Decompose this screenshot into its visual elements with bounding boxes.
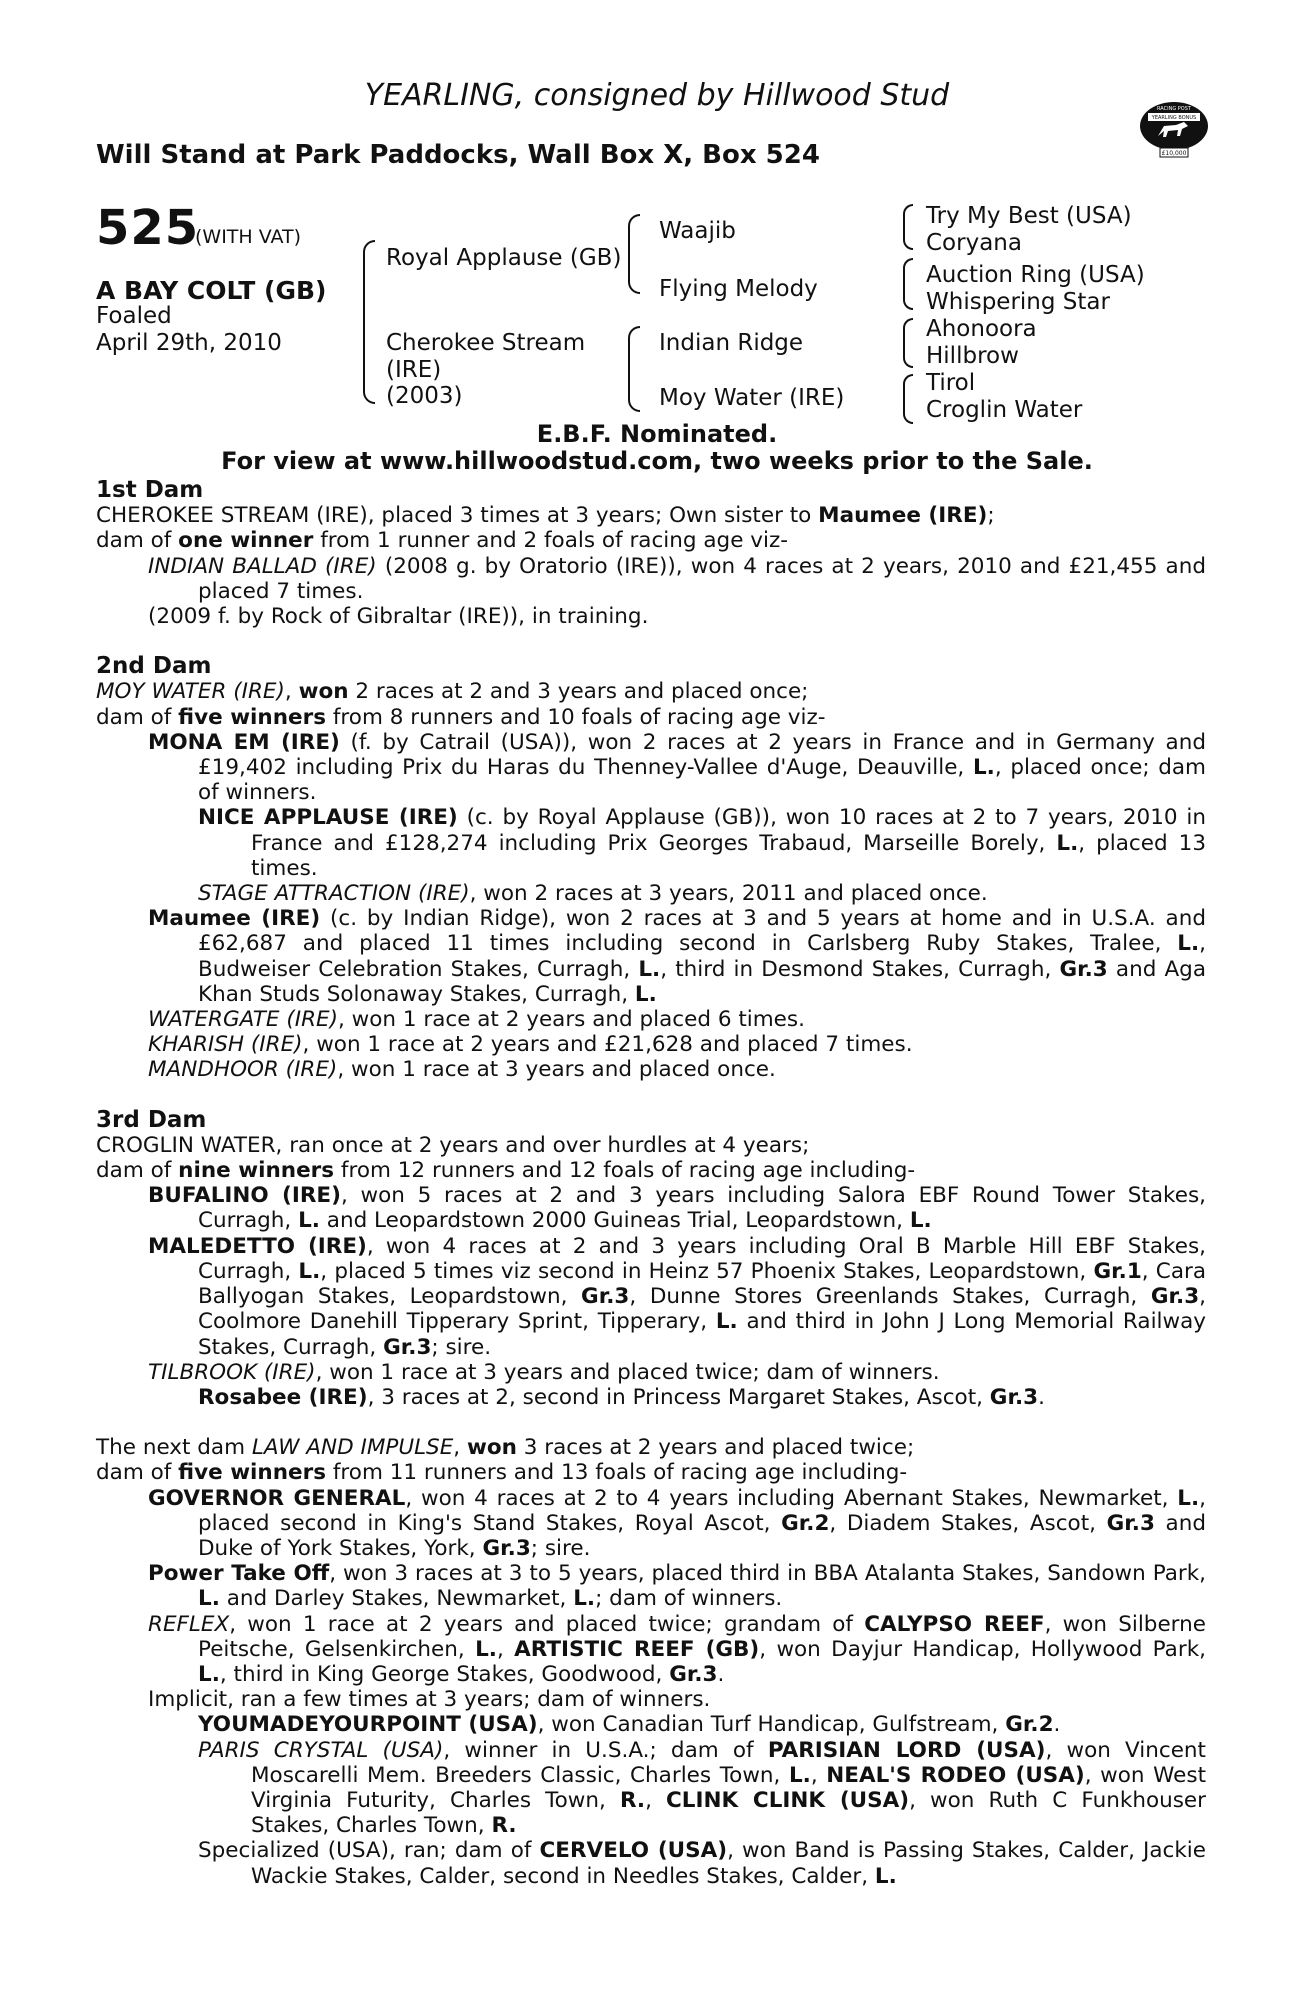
pedigree-brace-g3 — [903, 318, 913, 368]
pedigree-g3: Auction Ring (USA) — [926, 262, 1145, 288]
second-dam-heading: 2nd Dam — [96, 653, 212, 680]
pedigree-sire-dam: Flying Melody — [659, 276, 818, 302]
pedigree-brace-main — [363, 240, 375, 404]
second-dam-line1: MOY WATER (IRE), won 2 races at 2 and 3 years and placed once; — [96, 679, 809, 705]
next-dam-line1: The next dam LAW AND IMPULSE, won 3 races at 2 years and placed twice; — [96, 1435, 915, 1461]
pedigree-dam-line2: (IRE) — [386, 357, 442, 383]
third-dam-line1: CROGLIN WATER, ran once at 2 years and over hurdles at 4 years; — [96, 1132, 810, 1158]
lot-number: 525 — [96, 200, 200, 256]
badge-top-text: RACING POST — [1157, 106, 1191, 112]
lot-vat: (WITH VAT) — [195, 226, 302, 248]
yearling-bonus-badge — [1136, 96, 1212, 158]
pedigree-brace-dam — [628, 326, 640, 412]
pedigree-brace-sire — [628, 214, 640, 294]
pedigree-g8: Croglin Water — [926, 397, 1083, 423]
pedigree-g7: Tirol — [926, 370, 976, 396]
page-title: YEARLING, consigned by Hillwood Stud — [364, 78, 950, 113]
badge-amount: £10,000 — [1161, 150, 1187, 157]
pedigree-dam-line3: (2003) — [386, 383, 463, 409]
progeny-mona-em: MONA EM (IRE) (f. by Catrail (USA)), won 2 races at 2 years in France and in Germany and £19,402 including Prix du Haras du Thenney-Vallee d'Auge, Deauville, L., placed once; dam of winners. — [148, 729, 1206, 806]
progeny-rosabee: Rosabee (IRE), 3 races at 2, second in Princess Margaret Stakes, Ascot, Gr.3. — [198, 1384, 1045, 1410]
pedigree-dam-line1: Cherokee Stream — [386, 330, 586, 356]
progeny-mandhoor: MANDHOOR (IRE), won 1 race at 3 years and placed once. — [148, 1057, 776, 1083]
first-dam-line2: dam of one winner from 1 runner and 2 foals of racing age viz- — [96, 528, 788, 554]
first-dam-heading: 1st Dam — [96, 477, 204, 503]
pedigree-sire: Royal Applause (GB) — [386, 245, 622, 271]
first-dam-progeny-1: INDIAN BALLAD (IRE) (2008 g. by Oratorio (IRE)), won 4 races at 2 years, 2010 and £21,455 and placed 7 times. — [148, 553, 1206, 604]
pedigree-g1: Try My Best (USA) — [926, 203, 1132, 229]
progeny-kharish: KHARISH (IRE), won 1 race at 2 years and £21,628 and placed 7 times. — [148, 1032, 913, 1058]
first-dam-line1: CHEROKEE STREAM (IRE), placed 3 times at 3 years; Own sister to Maumee (IRE); — [96, 503, 995, 529]
pedigree-dam-dam: Moy Water (IRE) — [659, 385, 845, 411]
progeny-watergate: WATERGATE (IRE), won 1 race at 2 years and placed 6 times. — [148, 1007, 805, 1033]
foaled-label: Foaled — [96, 303, 172, 329]
pedigree-g6: Hillbrow — [926, 343, 1019, 369]
stand-location: Will Stand at Park Paddocks, Wall Box X, Box 524 — [96, 140, 820, 170]
ebf-nominated: E.B.F. Nominated. — [536, 420, 778, 448]
progeny-reflex: REFLEX, won 1 race at 2 years and placed twice; grandam of CALYPSO REEF, won Silberne Peitsche, Gelsenkirchen, L., ARTISTIC REEF (GB), won Dayjur Handicap, Hollywood Park, L., third in King George Stakes, Goodwood, Gr.3. — [148, 1611, 1206, 1687]
progeny-power-take-off: Power Take Off, won 3 races at 3 to 5 years, placed third in BBA Atalanta Stakes, Sandown Park, L. and Darley Stakes, Newmarket, L.; dam of winners. — [148, 1561, 1206, 1612]
first-dam-progeny-2: (2009 f. by Rock of Gibraltar (IRE)), in training. — [148, 604, 649, 630]
progeny-youmadeyourpoint: YOUMADEYOURPOINT (USA), won Canadian Turf Handicap, Gulfstream, Gr.2. — [198, 1712, 1061, 1738]
progeny-maledetto: MALEDETTO (IRE), won 4 races at 2 and 3 years including Oral B Marble Hill EBF Stakes, Curragh, L., placed 5 times viz second in Heinz 57 Phoenix Stakes, Leopardstown, Gr.1, Cara Ballyogan Stakes, Leopardstown, Gr.3, Dunne Stores Greenlands Stakes, Curragh, Gr.3, Coolmore Danehill Tipperary Sprint, Tipperary, L. and third in John J Long Memorial Railway Stakes, Curragh, Gr.3; sire. — [148, 1233, 1207, 1360]
progeny-paris-crystal: PARIS CRYSTAL (USA), winner in U.S.A.; dam of PARISIAN LORD (USA), won Vincent Moscarelli Mem. Breeders Classic, Charles Town, L., NEAL'S RODEO (USA), won West Virginia Futurity, Charles Town, R., CLINK CLINK (USA), won Ruth C Funkhouser Stakes, Charles Town, R. — [198, 1737, 1207, 1839]
progeny-governor-general: GOVERNOR GENERAL, won 4 races at 2 to 4 years including Abernant Stakes, Newmarket, L., placed second in King's Stand Stakes, Royal Ascot, Gr.2, Diadem Stakes, Ascot, Gr.3 and Duke of York Stakes, York, Gr.3; sire. — [148, 1485, 1207, 1561]
progeny-maumee: Maumee (IRE) (c. by Indian Ridge), won 2 races at 3 and 5 years at home and in U.S.A. and £62,687 and placed 11 times including second in Carlsberg Ruby Stakes, Tralee, L., Budweiser Celebration Stakes, Curragh, L., third in Desmond Stakes, Curragh, Gr.3 and Aga Khan Studs Solonaway Stakes, Curragh, L. — [148, 906, 1207, 1007]
next-dam-line2: dam of five winners from 11 runners and 13 foals of racing age including- — [96, 1460, 908, 1486]
third-dam-line2: dam of nine winners from 12 runners and 12 foals of racing age including- — [96, 1158, 916, 1184]
pedigree-g2: Coryana — [926, 230, 1022, 256]
view-note: For view at www.hillwoodstud.com, two weeks prior to the Sale. — [221, 447, 1093, 475]
third-dam-heading: 3rd Dam — [96, 1106, 207, 1133]
pedigree-g4: Whispering Star — [926, 289, 1110, 315]
horse-name: A BAY COLT (GB) — [96, 276, 327, 305]
pedigree-dam-sire: Indian Ridge — [659, 330, 804, 356]
progeny-stage-attraction: STAGE ATTRACTION (IRE), won 2 races at 3 years, 2011 and placed once. — [198, 881, 988, 907]
progeny-bufalino: BUFALINO (IRE), won 5 races at 2 and 3 years including Salora EBF Round Tower Stakes, Curragh, L. and Leopardstown 2000 Guineas Trial, Leopardstown, L. — [148, 1183, 1206, 1234]
badge-mid-text: YEARLING BONUS — [1151, 115, 1197, 121]
pedigree-sire-sire: Waajib — [659, 218, 736, 244]
pedigree-brace-g1 — [903, 204, 913, 250]
foaled-date: April 29th, 2010 — [96, 330, 282, 356]
pedigree-brace-g2 — [903, 258, 913, 310]
pedigree-brace-g4 — [903, 374, 913, 424]
pedigree-g5: Ahonoora — [926, 316, 1037, 342]
second-dam-line2: dam of five winners from 8 runners and 10 foals of racing age viz- — [96, 704, 826, 730]
catalogue-body — [96, 478, 1206, 1889]
progeny-tilbrook: TILBROOK (IRE), won 1 race at 3 years and placed twice; dam of winners. — [148, 1359, 940, 1385]
progeny-implicit: Implicit, ran a few times at 3 years; dam of winners. — [148, 1687, 711, 1713]
progeny-nice-applause: NICE APPLAUSE (IRE) (c. by Royal Applause (GB)), won 10 races at 2 to 7 years, 2010 in France and £128,274 including Prix Georges Trabaud, Marseille Borely, L., placed 13 times. — [198, 805, 1207, 881]
progeny-specialized: Specialized (USA), ran; dam of CERVELO (USA), won Band is Passing Stakes, Calder, Jackie Wackie Stakes, Calder, second in Needles Stakes, Calder, L. — [198, 1838, 1207, 1889]
